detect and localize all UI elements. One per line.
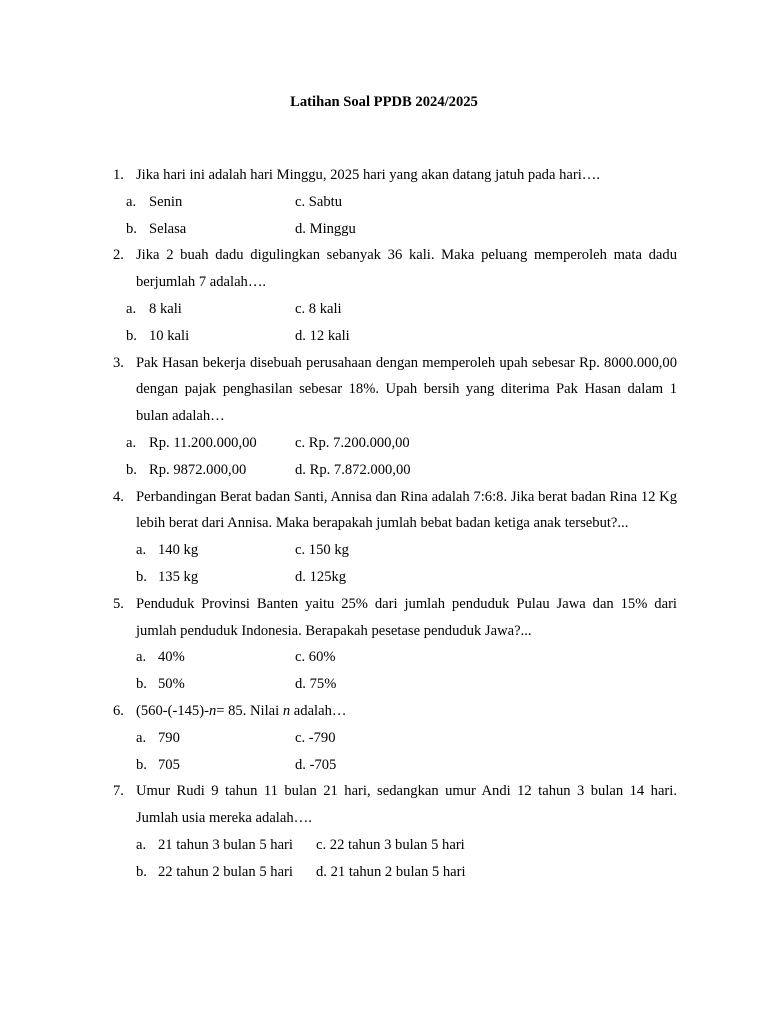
question-text: Penduduk Provinsi Banten yaitu 25% dari jumlah penduduk Pulau Jawa dan 15% dari jumlah penduduk Indonesia. Berapakah pesetase penduduk Jawa?... [136,595,677,639]
page-title: Latihan Soal PPDB 2024/2025 [290,94,478,110]
question-2 [0,242,768,296]
option-c: c. 8 kali [295,300,342,317]
question-text: Perbandingan Berat badan Santi, Annisa dan Rina adalah 7:6:8. Jika berat badan Rina 12 Kg lebih berat dari Annisa. Maka berapakah jumlah bebat badan ketiga anak tersebut?... [136,488,677,532]
option-c: c. 22 tahun 3 bulan 5 hari [316,836,465,853]
option-c: c. 60% [295,649,336,666]
option-a-text: 8 kali [149,300,182,317]
question-number: 7. [113,783,124,800]
option-a: a. 21 tahun 3 bulan 5 hari [136,836,293,853]
option-a: a. Senin [126,193,183,210]
option-c: c. Rp. 7.200.000,00 [295,434,410,451]
option-d: d. Minggu [295,220,356,237]
option-a: a. 8 kali [126,300,182,317]
options-7 [0,832,768,886]
option-b-text: 705 [158,756,180,773]
option-a-text: 140 kg [158,542,199,559]
question-text: Pak Hasan bekerja disebuah perusahaan dengan memperoleh upah sebesar Rp. 8000.000,00 dengan pajak penghasilan sebesar 18%. Upah bersih yang diterima Pak Hasan dalam 1 bulan adalah… [136,354,677,425]
option-a-text: Senin [149,193,183,210]
option-c: c. -790 [295,729,336,746]
question-number: 2. [113,247,124,264]
options-4 [0,537,768,591]
question-4 [0,484,768,538]
variable-n: n [208,702,217,719]
option-a: a. 40% [136,649,185,666]
option-b: b. 705 [136,756,180,773]
option-d: d. 75% [295,676,337,693]
option-b: b. 135 kg [136,568,199,585]
options-1 [0,189,768,243]
question-text: Umur Rudi 9 tahun 11 bulan 21 hari, sedangkan umur Andi 12 tahun 3 bulan 14 hari. Jumlah usia mereka adalah…. [136,783,677,827]
question-number: 6. [113,702,124,719]
question-number: 3. [113,354,124,371]
question-text: (560-(-145)-n= 85. Nilai n adalah… [136,702,347,719]
option-a-text: 40% [158,649,185,666]
option-a: a. Rp. 11.200.000,00 [126,434,257,451]
option-d: d. Rp. 7.872.000,00 [295,461,411,478]
option-b: b. 50% [136,676,185,693]
variable-n: n [282,702,291,719]
question-7 [0,778,768,832]
option-d: d. 12 kali [295,327,350,344]
option-c: c. Sabtu [295,193,343,210]
options-2 [0,296,768,350]
question-1 [0,162,768,189]
option-b: b. Selasa [126,220,187,237]
option-a: a. 140 kg [136,542,199,559]
question-number: 1. [113,167,124,183]
option-b-text: 10 kali [149,327,190,344]
option-b: b. 10 kali [126,327,190,344]
option-b-text: 50% [158,676,185,693]
option-b-text: 135 kg [158,568,199,585]
option-a-text: 790 [158,729,180,746]
question-6 [0,698,768,725]
option-b-text: Rp. 9872.000,00 [149,461,247,478]
question-list [0,162,768,886]
question-text: Jika hari ini adalah hari Minggu, 2025 hari yang akan datang jatuh pada hari…. [136,167,601,183]
option-b: b. Rp. 9872.000,00 [126,461,247,478]
option-b: b. 22 tahun 2 bulan 5 hari [136,863,293,880]
option-a: a. 790 [136,729,180,746]
options-5 [0,644,768,698]
option-b-text: 22 tahun 2 bulan 5 hari [158,863,293,880]
options-3 [0,430,768,484]
question-3 [0,350,768,430]
options-6 [0,725,768,779]
option-d: d. -705 [295,756,337,773]
option-a-text: 21 tahun 3 bulan 5 hari [158,836,293,853]
question-5 [0,591,768,645]
option-d: d. 125kg [295,568,347,585]
option-d: d. 21 tahun 2 bulan 5 hari [316,863,466,880]
option-a-text: Rp. 11.200.000,00 [149,434,257,451]
question-number: 4. [113,488,124,505]
option-c: c. 150 kg [295,542,349,559]
option-b-text: Selasa [149,220,187,237]
question-text: Jika 2 buah dadu digulingkan sebanyak 36 kali. Maka peluang memperoleh mata dadu berjumlah 7 adalah…. [136,247,677,291]
question-number: 5. [113,595,124,612]
